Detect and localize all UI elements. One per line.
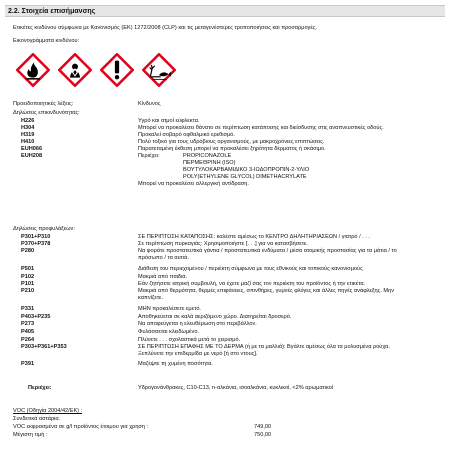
precaution-text: Να αποφεύγεται η ελευθέρωση στο περιβάλλον. [138,321,257,327]
precaution-text: Μακριά από θερμότητα, θερμές επιφάνειες, σπινθήρες, γυμνές φλόγες και άλλες πηγές ανάφλεξης. Μην [138,288,394,294]
precaution-text: Αποθηκεύεται σε καλά αεριζόμενο χώρο. Διατηρείται δροσερό. [138,314,292,320]
precaution-text: Μακριά από παιδιά. [138,274,188,280]
precaution-text: Πλύνετε . . . σχολαστικά μετά το χειρισμό. [138,337,241,343]
hazard-statements-label: Δηλώσεις επικινδυνότητας: [13,110,80,116]
voc-row-value: 750,00 [254,432,272,438]
precaution-code: P273 [21,321,35,327]
precaution-code: P301+P310 [21,234,51,240]
precaution-code: P303+P361+P353 [21,344,67,350]
precaution-text: Φυλάσσεται κλειδωμένο. [138,329,200,335]
voc-row-label: VOC εκφρασμένα σε g/l προϊόντος έτοιμου για χρηση : [13,424,149,430]
hazard-code: H410 [21,139,35,145]
contains-substance: ΠΕΡΜΕΘΡΙΝΗ (ISO) [183,160,236,166]
contains-substance: ΒΟΥΤΥΛΟΚΑΡΒΑΜΙΔΙΚΟ 3-ΙΩΔΟΠΡΟΠΙΝ-2-ΥΛΙΟ [183,167,310,173]
precaution-text: Σε περίπτωση πυρκαγιάς: Χρησιμοποιήστε [. . .] για να κατασβήσετε. [138,241,308,247]
voc-row-value: 749,00 [254,424,272,430]
hazard-text: Μπορεί να προκαλέσει θάνατο σε περίπτωση κατάποσης και διείσδυσης στις αναπνευστικές οδούς. [138,125,384,131]
precaution-text: Μαζέψτε τη χυμένη ποσότητα. [138,361,213,367]
precaution-code: P391 [21,361,35,367]
hazard-code: H319 [21,132,35,138]
hazard-text: Πολύ τοξικό για τους υδρόβιους οργανισμούς, με μακροχρόνιες επιπτώσεις. [138,139,325,145]
precaution-text: Να φοράτε προστατευτικά γάντια / προστατευτικά ενδύματα / μέσα ατομικής προστασίας για τα μάτια / το [138,248,397,254]
contains-substance: PROPICONAZOLE [183,153,232,159]
hazard-text: Προκαλεί σοβαρό οφθαλμικό ερεθισμό. [138,132,235,138]
voc-title: VOC (Οδηγία 2004/42/ΕΚ) : [13,408,83,414]
precaution-code: P210 [21,288,35,294]
voc-row-label: Συνδετικά αστάρια. [13,416,61,422]
precaution-text-continued: καπνίζετε. [138,295,164,301]
contains-text: Υδρογονάνθρακες, C10-C13, n-αλκάνια, ισοαλκάνια, κυκλικοί, <2% αρωματικοί [138,385,334,391]
hazard-code: H226 [21,118,35,124]
allergy-note: Μπορεί να προκαλέσει αλλεργική αντίδραση. [138,181,249,187]
hazard-code: EUH208 [21,153,43,159]
precaution-text: ΣΕ ΠΕΡΙΠΤΩΣΗ ΚΑΤΑΠΟΣΗΣ: καλέστε αμέσως το ΚΕΝΤΡΟ ΔΗΛΗΤΗΡΙΑΣΕΩΝ / γιατρό / . . . [138,234,370,240]
precaution-code: P370+P378 [21,241,51,247]
signal-word: Κίνδυνος [138,101,161,107]
precaution-code: P405 [21,329,35,335]
signal-word-label: Προειδοποιητικές λέξεις: [13,101,74,107]
precaution-code: P264 [21,337,35,343]
precaution-text: ΜΗΝ προκαλέσετε εμετό. [138,306,201,312]
precaution-code: P331 [21,306,35,312]
contains-label: Περιέχει: [28,385,52,391]
precaution-text: Εάν ζητήσετε ιατρική συμβουλή, να έχετε μαζί σας τον περιέκτη του προϊόντος ή την ετικέτα. [138,281,366,287]
flame-icon [16,53,50,87]
hazard-text: Περιέχει: [138,153,160,159]
pictograms-label: Εικονογράμματα κινδύνου: [13,38,80,44]
precaution-text: ΣΕ ΠΕΡΙΠΤΩΣΗ ΕΠΑΦΗΣ ΜΕ ΤΟ ΔΕΡΜΑ (ή με τα μαλλιά): Βγάλτε αμέσως όλα τα μολυσμένα ρούχα. [138,344,390,350]
precaution-code: P501 [21,266,35,272]
precaution-code: P403+P235 [21,314,51,320]
exclamation-health-hazard-icon [58,53,92,87]
hazard-text: Παρατεταμένη έκθεση μπορεί να προκαλέσει ξηρότητα δέρματος ή σκάσιμο. [138,146,326,152]
hazard-code: H304 [21,125,35,131]
precaution-code: P102 [21,274,35,280]
precaution-code: P101 [21,281,35,287]
contains-substance: POLY(ETHYLENE GLYCOL) DIMETHACRYLATE [183,174,307,180]
precaution-code: P280 [21,248,35,254]
voc-row-label: Μέγιστη τιμή : [13,432,48,438]
exclamation-mark-icon [100,53,134,87]
hazard-text: Υγρό και ατμοί εύφλεκτα. [138,118,200,124]
precaution-text-continued: πρόσωπο / τα αυτιά. [138,255,189,261]
intro-text: Ετικέτες κινδύνου σύμφωνα με Κανονισμός (ΕΚ) 1272/2008 (CLP) και τις μεταγενέστερες τροποποιήσεις και προσαρμογές. [13,25,318,31]
precaution-text-continued: Ξεπλύνετε την επιδερμίδα με νερό [ή στο ντους]. [138,351,258,357]
environment-hazard-icon [142,53,176,87]
precaution-text: Διάθεση του περιεχομένου / περιέκτη σύμφωνα με τους εθνικούς και τοπικούς κανονισμούς [138,266,363,272]
hazard-code: EUH066 [21,146,43,152]
section-title: 2.2. Στοιχεία επισήμανσης [5,5,445,17]
precautionary-statements-label: Δηλώσεις προφυλάξεων: [13,226,75,232]
